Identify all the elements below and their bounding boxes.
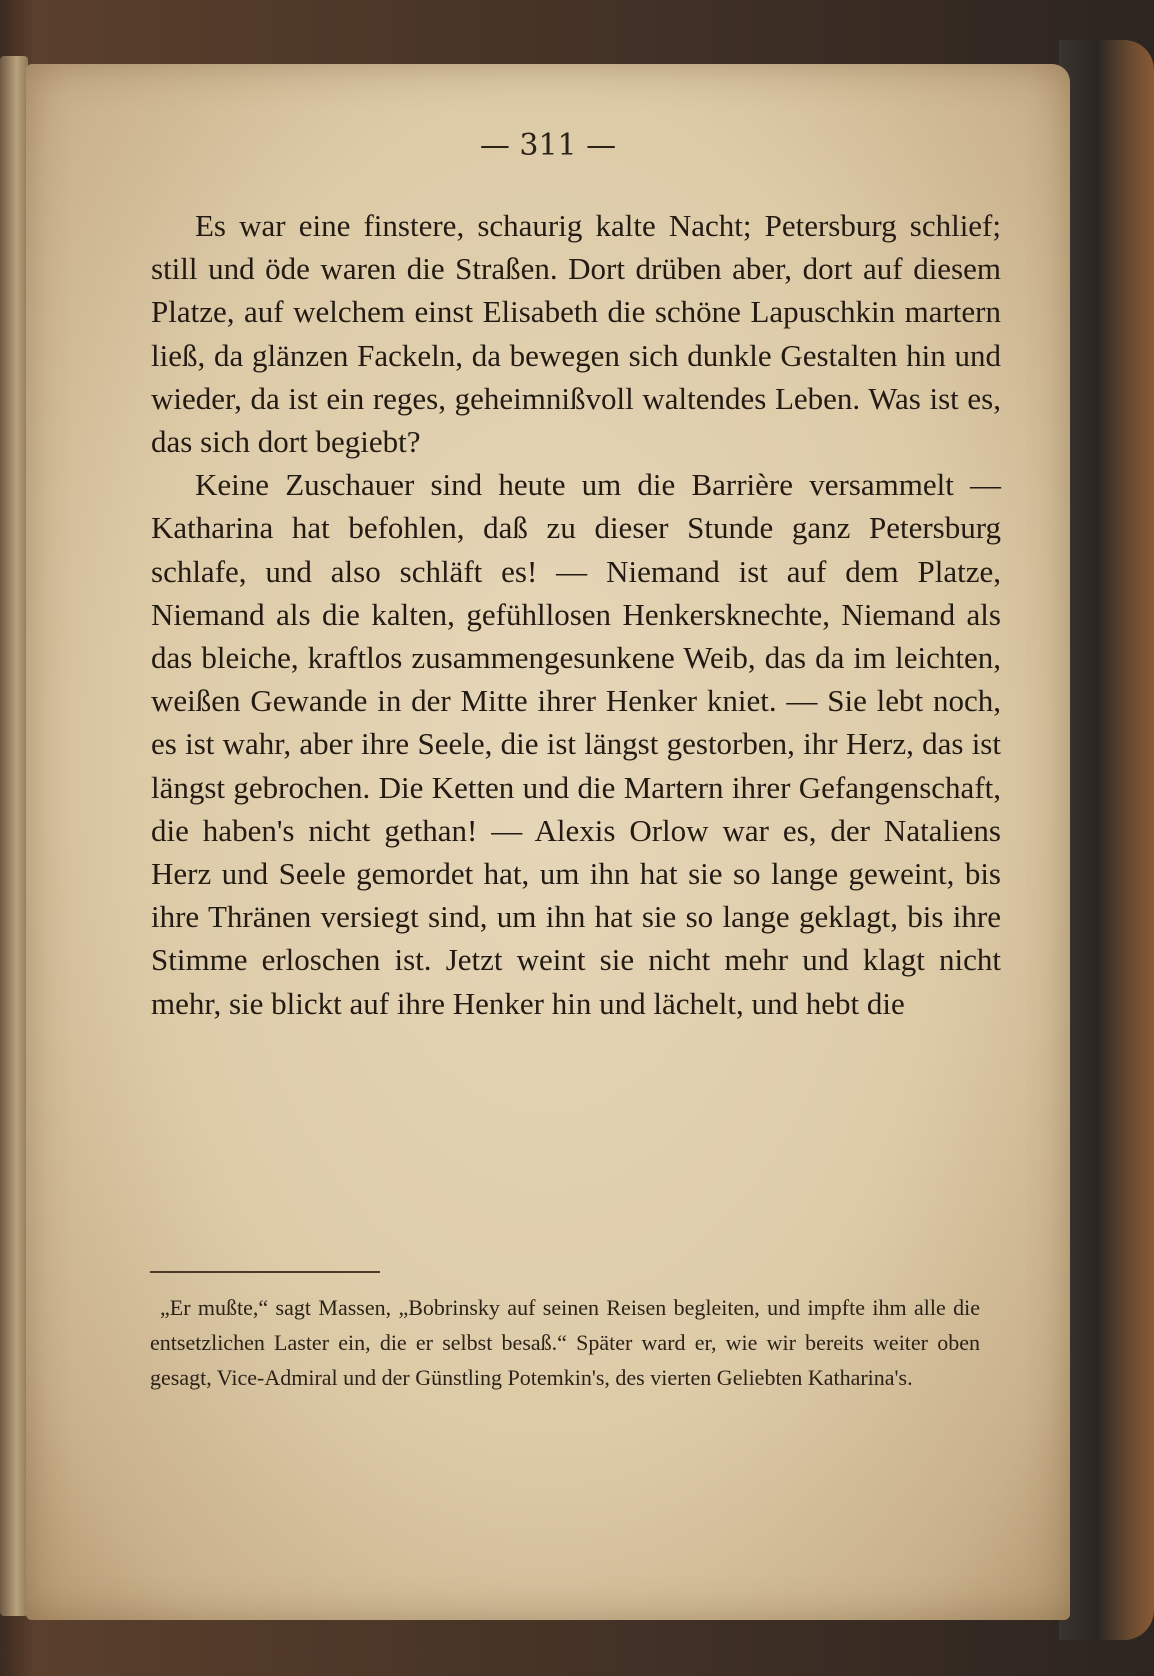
previous-page-edge: [0, 56, 28, 1616]
footnote: „Er mußte,“ sagt Massen, „Bobrinsky auf seinen Reisen begleiten, und impfte ihm alle die entsetzlichen Laster ein, die er selbst besaß.“ Später ward er, wie wir bereits weiter oben gesagt, Vice-Admiral und der Günstling Potemkin's, des vierten Geliebten Katharina's.: [150, 1295, 980, 1390]
paragraph-1: Es war eine finstere, schaurig kalte Nacht; Petersburg schlief; still und öde waren die Straßen. Dort drüben aber, dort auf diesem Platze, auf welchem einst Elisabeth die schöne Lapuschkin martern ließ, da glänzen Fackeln, da bewegen sich dunkle Gestalten hin und wieder, da ist ein reges, geheimnißvoll waltendes Leben. Was ist es, das sich dort begiebt?: [151, 208, 1001, 460]
footnote-divider: [150, 1271, 380, 1273]
book-cover-edge: [1059, 40, 1154, 1640]
page-number: — 311 —: [479, 128, 617, 163]
main-text: [151, 204, 1001, 1025]
paragraph-2: Keine Zuschauer sind heute um die Barrière versammelt — Katharina hat befohlen, daß zu dieser Stunde ganz Petersburg schlafe, und also schläft es! — Niemand ist auf dem Platze, Niemand als die kalten, gefühllosen Henkersknechte, Niemand als das bleiche, kraftlos zusammengesunkene Weib, das da im leichten, weißen Gewande in der Mitte ihrer Henker kniet. — Sie lebt noch, es ist wahr, aber ihre Seele, die ist längst gestorben, ihr Herz, das ist längst gebrochen. Die Ketten und die Martern ihrer Gefangenschaft, die haben's nicht gethan! — Alexis Orlow war es, der Nataliens Herz und Seele gemordet hat, um ihn hat sie so lange geweint, bis ihre Thränen versiegt sind, um ihn hat sie so lange geklagt, bis ihre Stimme erloschen ist. Jetzt weint sie nicht mehr und klagt nicht mehr, sie blickt auf ihre Henker hin und lächelt, und hebt die: [151, 467, 1001, 1021]
